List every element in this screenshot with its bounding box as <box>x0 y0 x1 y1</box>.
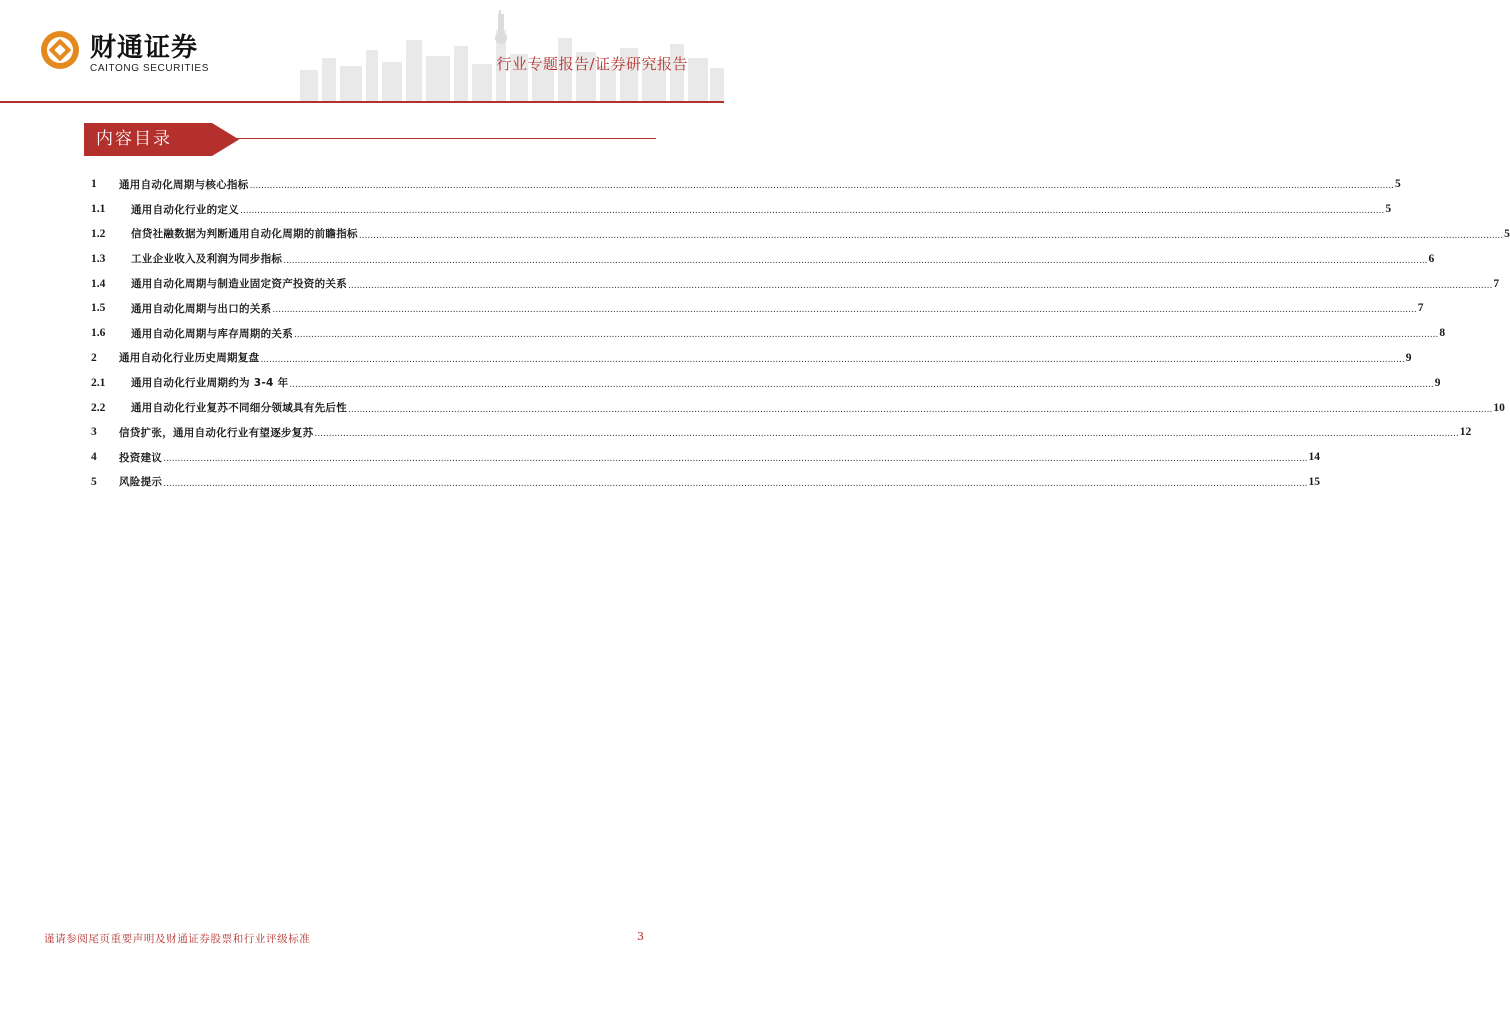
report-type: 行业专题报告/证券研究报告 <box>496 55 688 73</box>
toc-leader-dots: ................................................................................................................................................................................................................................................................................................................................................................................................................ <box>358 230 1504 241</box>
toc-entry-page: 8 <box>1439 327 1446 340</box>
toc-entry-page: 10 <box>1493 401 1505 414</box>
toc-leader-dots: ................................................................................................................................................................................................................................................................................................................................................................................................................ <box>249 181 1394 192</box>
toc-entry-number: 3 <box>91 426 97 439</box>
toc-entry-number: 1 <box>91 178 97 191</box>
toc-leader-dots: ................................................................................................................................................................................................................................................................................................................................................................................................................ <box>163 454 1308 465</box>
toc-entry-page: 5 <box>1394 178 1401 191</box>
toc-entry[interactable] <box>91 222 1510 247</box>
toc-entry-page: 7 <box>1493 277 1500 290</box>
toc-entry[interactable] <box>91 395 1505 420</box>
toc-entry-number: 2 <box>91 351 97 364</box>
toc-entry-title[interactable]: 通用自动化周期与库存周期的关系 <box>131 327 293 340</box>
caitong-logo-icon <box>40 30 80 70</box>
toc-entry-page: 6 <box>1428 252 1435 265</box>
toc-entry[interactable] <box>91 246 1435 271</box>
toc-entry[interactable] <box>91 172 1401 197</box>
toc-entry-number: 5 <box>91 475 97 488</box>
toc-leader-dots: ................................................................................................................................................................................................................................................................................................................................................................................................................ <box>260 354 1405 365</box>
toc-entry-title[interactable]: 工业企业收入及利润为同步指标 <box>131 253 283 266</box>
toc-entry[interactable] <box>91 321 1446 346</box>
toc-entry-title[interactable]: 通用自动化行业的定义 <box>131 203 239 216</box>
toc-entry[interactable] <box>91 346 1412 371</box>
toc-entry-title[interactable]: 通用自动化周期与制造业固定资产投资的关系 <box>131 278 347 291</box>
toc-entry-number: 1.4 <box>91 277 106 290</box>
toc-entry[interactable] <box>91 420 1472 445</box>
toc-entry-title[interactable]: 通用自动化周期与核心指标 <box>119 178 249 191</box>
page-number: 3 <box>637 930 644 943</box>
header-divider <box>0 101 724 103</box>
toc-entry[interactable] <box>91 271 1500 296</box>
toc-entry-title[interactable]: 通用自动化行业历史周期复盘 <box>119 352 260 365</box>
toc-entry[interactable] <box>91 470 1321 495</box>
toc-entry-title[interactable]: 投资建议 <box>119 451 163 464</box>
toc-entry-number: 1.3 <box>91 252 106 265</box>
section-rule <box>236 138 656 139</box>
toc-entry-page: 9 <box>1434 376 1441 389</box>
toc-entry-number: 1.1 <box>91 203 106 216</box>
toc-leader-dots: ................................................................................................................................................................................................................................................................................................................................................................................................................ <box>240 206 1385 217</box>
toc-entry-page: 15 <box>1308 475 1321 488</box>
page-header <box>0 0 724 104</box>
toc-entry-number: 2.2 <box>91 401 106 414</box>
toc-entry-number: 2.1 <box>91 376 106 389</box>
toc-entry-title[interactable]: 通用自动化周期与出口的关系 <box>131 302 272 315</box>
section-title: 内容目录 <box>96 129 172 149</box>
toc-entry[interactable] <box>91 370 1441 395</box>
toc-entry-page: 5 <box>1385 203 1392 216</box>
toc-entry-number: 1.6 <box>91 327 106 340</box>
toc-leader-dots: ................................................................................................................................................................................................................................................................................................................................................................................................................ <box>283 255 1428 266</box>
toc-entry-title[interactable]: 信贷社融数据为判断通用自动化周期的前瞻指标 <box>131 228 358 241</box>
toc-leader-dots: ................................................................................................................................................................................................................................................................................................................................................................................................................ <box>289 379 1434 390</box>
brand-name-en: CAITONG SECURITIES <box>90 63 209 74</box>
toc-entry-title[interactable]: 通用自动化行业复苏不同细分领域具有先后性 <box>131 402 347 415</box>
toc-entry[interactable] <box>91 445 1321 470</box>
toc-entry-title[interactable]: 通用自动化行业周期约为 3-4 年 <box>131 377 289 390</box>
toc-leader-dots: ................................................................................................................................................................................................................................................................................................................................................................................................................ <box>348 404 1493 415</box>
toc-leader-dots: ................................................................................................................................................................................................................................................................................................................................................................................................................ <box>163 478 1308 489</box>
toc-leader-dots: ................................................................................................................................................................................................................................................................................................................................................................................................................ <box>294 330 1439 341</box>
toc-entry-page: 7 <box>1417 302 1424 315</box>
table-of-contents <box>91 172 1510 494</box>
toc-entry[interactable] <box>91 296 1424 321</box>
toc-entry-page: 5 <box>1504 227 1510 240</box>
toc-entry-title[interactable]: 风险提示 <box>119 476 163 489</box>
footer-disclaimer: 谨请参阅尾页重要声明及财通证券股票和行业评级标准 <box>44 933 311 945</box>
brand-name-cn: 财通证券 <box>90 33 199 63</box>
toc-entry-page: 14 <box>1308 451 1321 464</box>
toc-entry-title[interactable]: 信贷扩张，通用自动化行业有望逐步复苏 <box>119 426 314 439</box>
toc-entry-number: 1.2 <box>91 227 106 240</box>
toc-entry-page: 12 <box>1459 426 1472 439</box>
toc-entry-page: 9 <box>1405 351 1412 364</box>
toc-entry-number: 1.5 <box>91 302 106 315</box>
toc-leader-dots: ................................................................................................................................................................................................................................................................................................................................................................................................................ <box>314 429 1459 440</box>
toc-leader-dots: ................................................................................................................................................................................................................................................................................................................................................................................................................ <box>348 280 1493 291</box>
toc-entry-number: 4 <box>91 451 97 464</box>
toc-entry[interactable] <box>91 197 1392 222</box>
toc-leader-dots: ................................................................................................................................................................................................................................................................................................................................................................................................................ <box>272 305 1417 316</box>
